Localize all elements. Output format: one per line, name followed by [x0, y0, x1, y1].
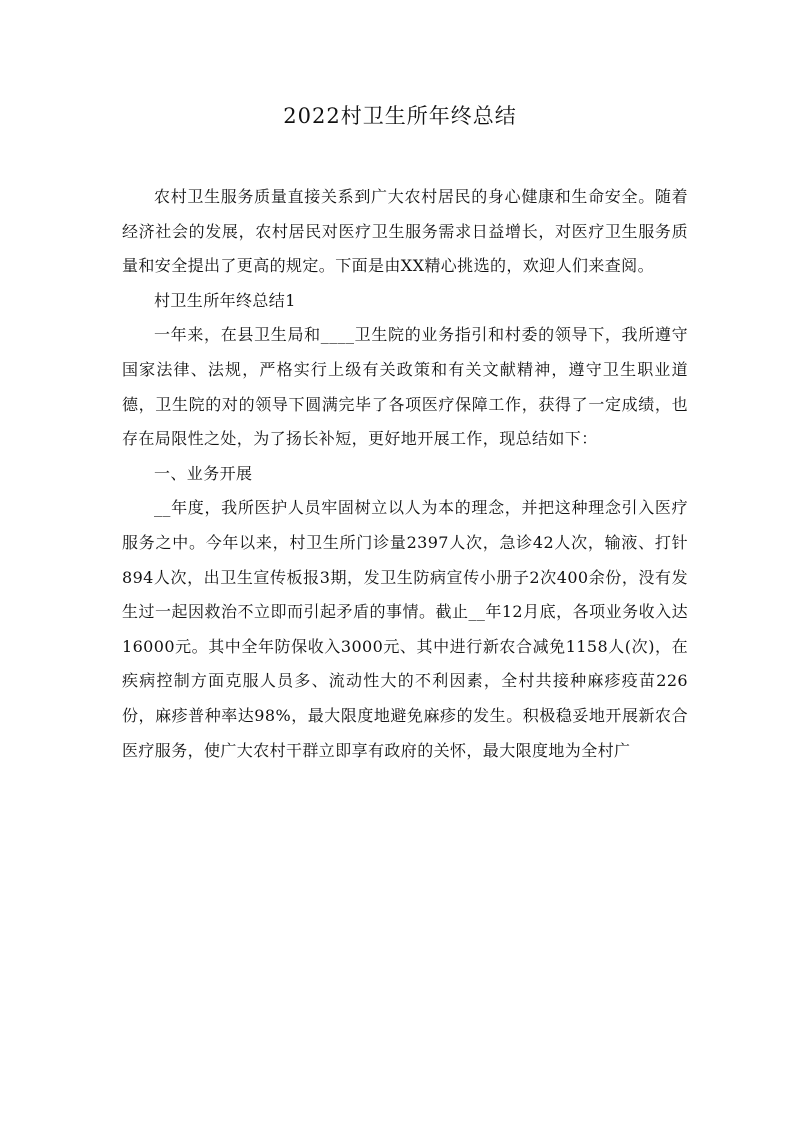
body-paragraph: 一年来，在县卫生局和____卫生院的业务指引和村委的领导下，我所遵守国家法律、法规，严格实行上级有关政策和有关文献精神，遵守卫生职业道德，卫生院的对的领导下圆满完毕了各项医疗保障工作，获得了一定成绩，也存在局限性之处，为了扬长补短，更好地开展工作，现总结如下：	[122, 325, 688, 449]
document-body	[122, 180, 688, 768]
section-heading: 村卫生所年终总结1	[154, 290, 296, 310]
subsection-heading: 一、业务开展	[154, 463, 253, 483]
document-title: 2022村卫生所年终总结	[283, 104, 517, 128]
body-paragraph: __年度，我所医护人员牢固树立以人为本的理念，并把这种理念引入医疗服务之中。今年以来，村卫生所门诊量2397人次，急诊42人次，输液、打针894人次，出卫生宣传板报3期，发卫生防病宣传小册子2次400余份，没有发生过一起因救治不立即而引起矛盾的事情。截止__年12月底，各项业务收入达16000元。其中全年防保收入3000元、其中进行新农合减免1158人(次)，在疾病控制方面克服人员多、流动性大的不利因素，全村共接种麻疹疫苗226份，麻疹普种率达98%，最大限度地避免麻疹的发生。积极稳妥地开展新农合医疗服务，使广大农村干群立即享有政府的关怀，最大限度地为全村广	[122, 498, 688, 760]
intro-paragraph: 农村卫生服务质量直接关系到广大农村居民的身心健康和生命安全。随着经济社会的发展，农村居民对医疗卫生服务需求日益增长，对医疗卫生服务质量和安全提出了更高的规定。下面是由XX精心挑选的，欢迎人们来查阅。	[122, 187, 688, 276]
